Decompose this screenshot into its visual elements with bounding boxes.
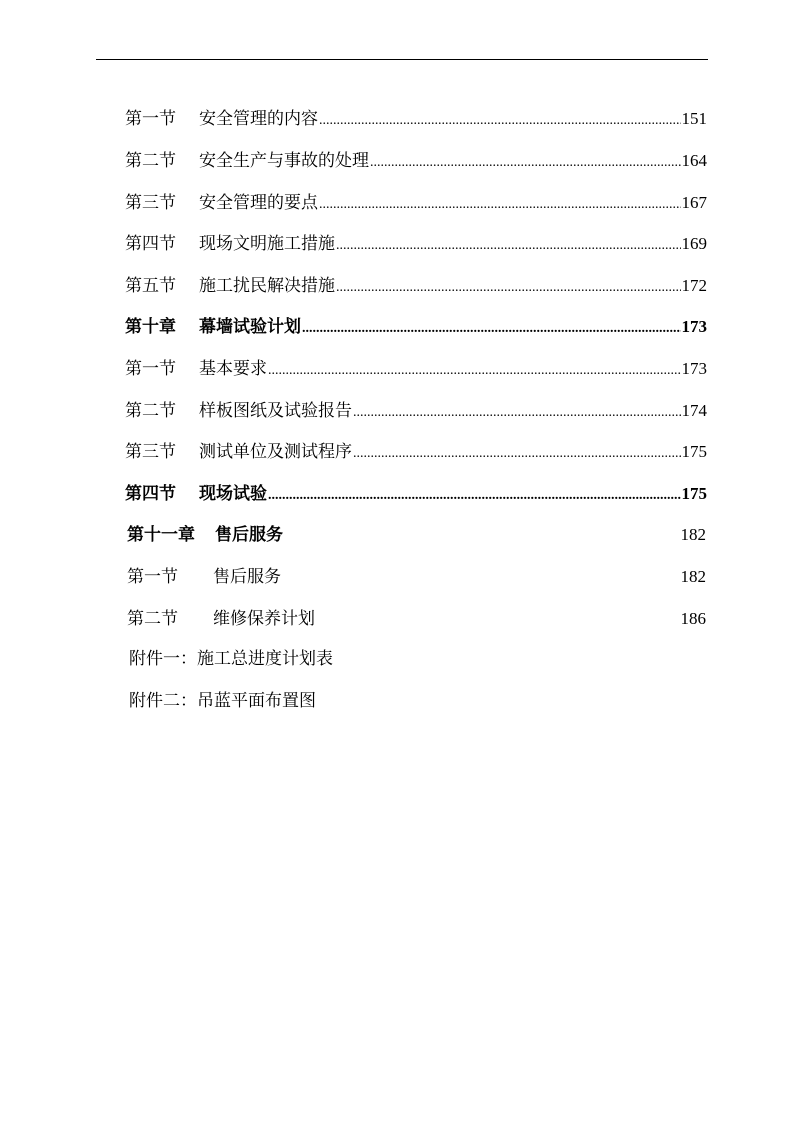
toc-entry[interactable]: [125, 394, 707, 422]
toc-entry-number: 第一节: [127, 567, 178, 587]
toc-entry-number: 第一节: [125, 359, 176, 379]
toc-entry[interactable]: [127, 560, 706, 588]
toc-entry-page: 164: [681, 151, 707, 170]
toc-leader-dots: [353, 445, 681, 463]
toc-entry-title: 测试单位及测试程序: [199, 442, 352, 462]
toc-entry-title: 安全管理的内容: [199, 109, 318, 129]
toc-leader-dots: [336, 279, 681, 297]
toc-entry-page: 186: [680, 609, 706, 628]
toc-entry-number: 第十章: [125, 317, 176, 337]
toc-entry-page: 175: [681, 484, 707, 503]
toc-entry-page: 182: [680, 567, 706, 586]
header-rule: [96, 59, 708, 60]
toc-leader-dots: [336, 237, 681, 255]
toc-entry-page: 172: [681, 276, 707, 295]
toc-leader-dots: [302, 320, 681, 338]
toc-chapter-entry[interactable]: [127, 518, 706, 546]
appendix-item[interactable]: 附件二：吊蓝平面布置图: [129, 691, 316, 711]
toc-entry[interactable]: [125, 227, 707, 255]
toc-entry-number: 第一节: [125, 109, 176, 129]
toc-leader-dots: [319, 196, 681, 214]
toc-entry-title: 维修保养计划: [213, 609, 315, 629]
toc-entry-title: 现场试验: [199, 484, 267, 504]
toc-entry-title: 施工扰民解决措施: [199, 276, 335, 296]
toc-leader-dots: [353, 404, 681, 422]
toc-entry-number: 第二节: [125, 401, 176, 421]
toc-entry-number: 第三节: [125, 193, 176, 213]
toc-entry-title: 安全生产与事故的处理: [199, 151, 369, 171]
toc-entry[interactable]: [125, 477, 707, 505]
toc-entry-title: 现场文明施工措施: [199, 234, 335, 254]
toc-entry-number: 第五节: [125, 276, 176, 296]
toc-entry[interactable]: [127, 602, 706, 630]
toc-entry-title: 基本要求: [199, 359, 267, 379]
toc-entry-page: 173: [681, 359, 707, 378]
toc-entry-number: 第三节: [125, 442, 176, 462]
toc-entry[interactable]: [125, 352, 707, 380]
toc-entry-title: 幕墙试验计划: [199, 317, 301, 337]
toc-entry-title: 售后服务: [213, 567, 281, 587]
toc-leader-dots: [319, 112, 681, 130]
toc-entry-number: 第四节: [125, 484, 176, 504]
toc-entry-page: 151: [681, 109, 707, 128]
toc-leader-dots: [370, 154, 681, 172]
toc-entry[interactable]: [125, 102, 707, 130]
toc-entry[interactable]: [125, 144, 707, 172]
toc-entry-number: 第四节: [125, 234, 176, 254]
toc-chapter-entry[interactable]: [125, 310, 707, 338]
toc-entry-page: 175: [681, 442, 707, 461]
toc-entry-page: 173: [681, 317, 707, 336]
toc-leader-dots: [268, 487, 681, 505]
toc-entry-title: 售后服务: [215, 525, 283, 545]
toc-entry[interactable]: [125, 186, 707, 214]
toc-entry-title: 安全管理的要点: [199, 193, 318, 213]
toc-entry-number: 第二节: [127, 609, 178, 629]
toc-entry-title: 样板图纸及试验报告: [199, 401, 352, 421]
toc-entry-page: 182: [680, 525, 706, 544]
appendix-item[interactable]: 附件一：施工总进度计划表: [129, 649, 333, 669]
toc-entry-page: 167: [681, 193, 707, 212]
toc-entry-number: 第十一章: [127, 525, 195, 545]
toc-entry-page: 174: [681, 401, 707, 420]
toc-leader-dots: [268, 362, 681, 380]
toc-entry[interactable]: [125, 269, 707, 297]
toc-entry-page: 169: [681, 234, 707, 253]
toc-entry[interactable]: [125, 435, 707, 463]
toc-entry-number: 第二节: [125, 151, 176, 171]
